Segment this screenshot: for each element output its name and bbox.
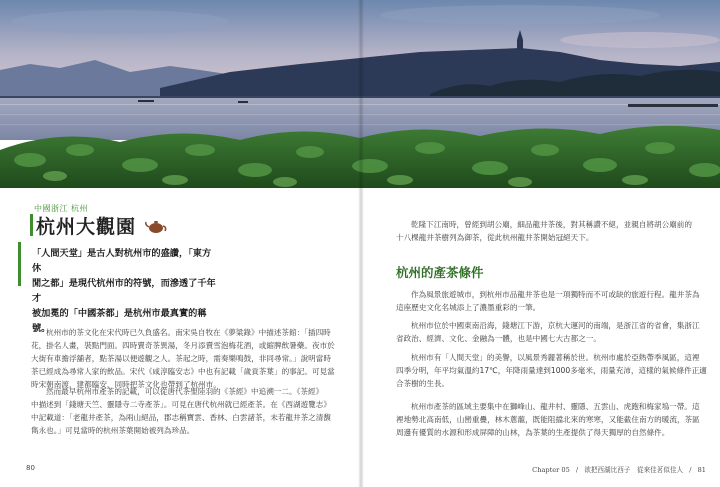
lead-line: 被加冕的「中國茶都」是杭州市最真實的稱號。	[32, 308, 207, 334]
footer-title: 欲把西湖比西子 從來佳茗似佳人	[584, 466, 684, 474]
text-line: 裡地勢北高南低，山巒重疊，林木蔥蘢，既能阻擋北來的寒寒，又能截住南方的暖流，茶區	[396, 415, 700, 424]
section-heading: 杭州的產茶條件	[396, 265, 484, 280]
lead-line: 閒之都」是現代杭州市的符號，而滲透了千年才	[32, 278, 216, 304]
text-line: 杭州市產茶的區域主要集中在獅峰山、龍井村、靈隱、五雲山、虎跑和梅家塢一帶。這	[411, 402, 700, 411]
title-accent-bar	[30, 214, 33, 236]
page-number-right: 81	[697, 466, 706, 474]
body-paragraph-r2	[396, 319, 700, 345]
body-paragraph-2	[31, 385, 331, 437]
text-line: 乾隆下江南時，曾經到胡公廟，細品龍井茶後，對其稱讚不絕，並親自將胡公廟前的	[411, 220, 692, 229]
text-line: 然而最早杭州市產茶的記載，可以從唐代茶聖陸羽的《茶經》中追溯一二。《茶經》	[46, 387, 324, 396]
intro-paragraph	[396, 218, 696, 244]
text-line: 杭州市有「人間天堂」的美譽，以風景秀麗著稱於世。杭州市處於亞熱帶季風區，這裡	[411, 353, 700, 362]
text-line: 雋永也。」可見當時的杭州茶葉開始被列為珍品。	[31, 426, 195, 435]
text-line: 中記載道：「老龍井產茶，為兩山絕品，郡志稱寶雲、香林、白雲諸茶，未若龍井茶之清馥	[31, 413, 331, 422]
left-page	[0, 188, 360, 487]
footer-separator: /	[575, 466, 579, 474]
text-line: 大街有車擔浮舖者，點茶湯以便遊觀之人。茶起之時，需奏樂鳴鼓，非同尋常。」說明當時	[31, 354, 331, 363]
text-line: 茶已經成為尋常人家的飲品。宋代《咸淳臨安志》中也有記載「歲貢茶葉」的事記。可見當	[31, 367, 335, 376]
body-paragraph-r4	[396, 400, 700, 439]
text-line: 合茶樹的生長。	[396, 379, 450, 388]
text-line: 杭州市位於中國東南沿海，錢塘江下游，京杭大運河的南端，是浙江省的省會，集浙江	[411, 321, 700, 330]
text-line: 花，掛名人畫，裝點門面。四時賣奇茶異湯，冬月添賣雪泡梅花酒，或縮脾飲暑藥。夜市於	[31, 341, 335, 350]
body-paragraph-r1	[396, 288, 700, 314]
lead-line: 「人間天堂」是古人對杭州市的盛讚，「東方休	[32, 248, 212, 274]
footer-chapter: Chapter 05	[532, 466, 570, 474]
location-kicker: 中國浙江 杭州	[34, 204, 89, 213]
running-footer	[528, 464, 706, 474]
text-line: 十八棵龍井茶樹列為御茶，從此杭州龍井茶開始冠絕天下。	[396, 233, 594, 242]
text-line: 中描述到「錢塘天竺、靈隱寺二寺產茶」。可見在唐代杭州就已經產茶。在《西湖遊覽志》	[31, 400, 331, 409]
text-line: 這座歷史文化名城添上了濃墨重彩的一筆。	[396, 303, 541, 312]
right-page	[360, 188, 720, 487]
teapot-icon	[145, 218, 167, 234]
text-line: 四季分明，年平均氣溫約17℃，年降雨量達到1000多毫米，雨量充沛，這樣的氣候條件正適	[396, 366, 707, 375]
footer-separator: /	[689, 466, 692, 474]
body-paragraph-r3	[396, 351, 707, 390]
west-lake-landscape-image	[0, 0, 720, 188]
text-line: 省政治、經濟、文化、金融為一體，也是中國七大古都之一。	[396, 334, 602, 343]
page-number-left: 80	[26, 464, 35, 472]
body-paragraph-1	[31, 326, 335, 391]
text-line: 杭州市的茶文化在宋代時已久負盛名。南宋吳自牧在《夢粱錄》中描述茶館：「插四時	[46, 328, 331, 337]
hero-photo	[0, 0, 720, 188]
text-line: 周邊有優質的水源和形成屏障的山林，為茶葉的生產提供了得天獨厚的自然條件。	[396, 428, 670, 437]
lead-accent-bar	[18, 242, 21, 286]
lead-paragraph	[32, 246, 216, 336]
page-title: 杭州大觀園	[36, 216, 137, 238]
text-line: 時宋朝南渡，建都臨安，同時把茶文化也帶到了杭州市。	[31, 380, 221, 389]
text-line: 作為風景旅遊城市，到杭州市品龍井茶也是一項獨特而不可或缺的旅遊行程。龍井茶為	[411, 290, 700, 299]
